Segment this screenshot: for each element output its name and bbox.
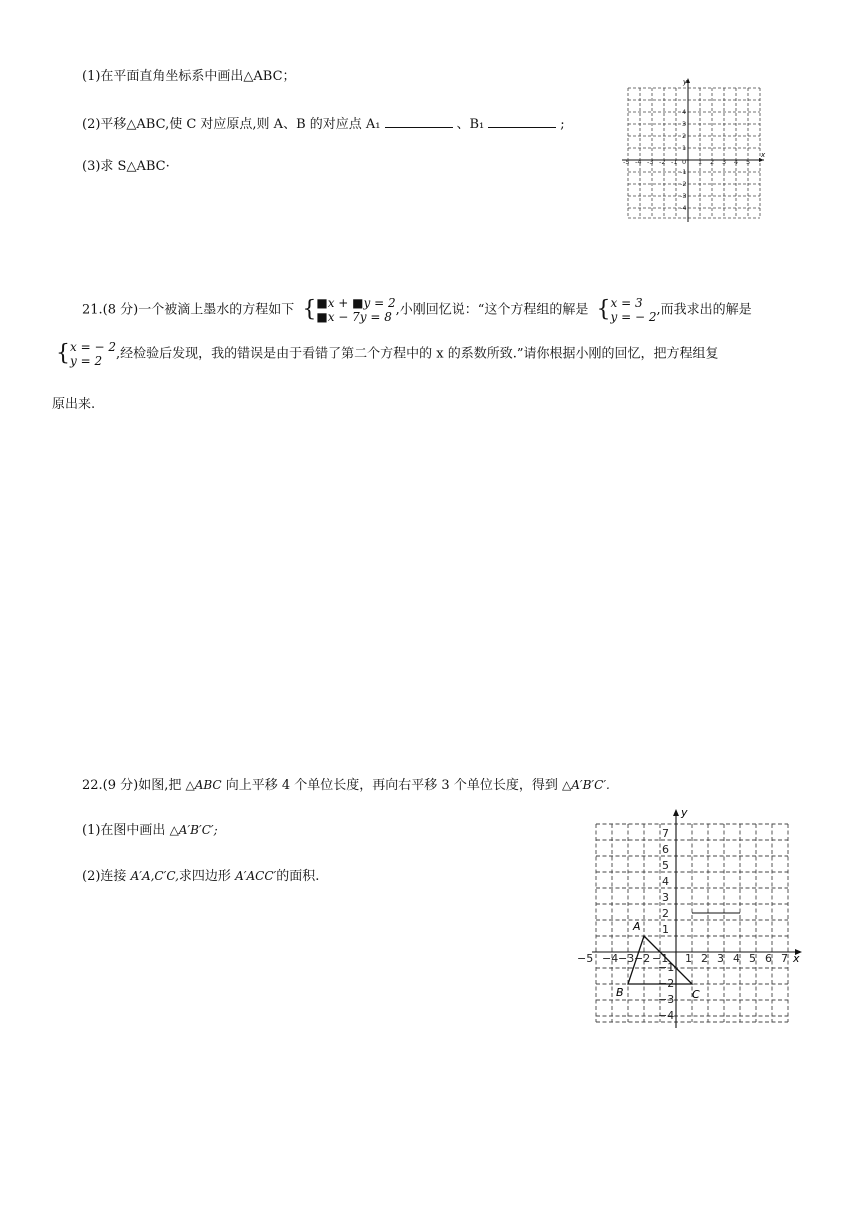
q20-coordinate-grid	[620, 76, 768, 224]
x-tick: 5	[749, 952, 756, 965]
y-tick: 2	[662, 907, 669, 920]
y-tick: 6	[662, 843, 669, 856]
y-tick: −1	[658, 961, 675, 974]
y-tick: 1	[682, 144, 687, 152]
x-tick: 5	[746, 158, 751, 166]
solution-2-x: x = − 2	[70, 340, 116, 354]
solution-1-x: x = 3	[610, 296, 643, 310]
q22-part2-text-e: 的面积.	[276, 869, 320, 884]
triangle-abc: △ABC	[185, 778, 222, 792]
x-tick: −3	[618, 952, 635, 965]
x-tick-labels	[623, 158, 750, 166]
q22-part1	[82, 824, 218, 837]
solution-1	[611, 296, 657, 324]
x-tick: 4	[733, 952, 740, 965]
q22-line1	[82, 779, 610, 792]
q20-part2	[82, 116, 565, 131]
quadrilateral: A′ACC′	[235, 869, 277, 883]
x-tick: −5	[577, 952, 594, 965]
q20-part2-sep: 、B₁	[456, 117, 485, 132]
x-tick: 1	[685, 952, 692, 965]
y-axis-label: y	[681, 806, 688, 819]
x-axis-label: x	[761, 151, 766, 159]
y-tick: -2	[680, 180, 687, 188]
x-tick: -4	[635, 158, 642, 166]
x-tick: 1	[698, 158, 703, 166]
y-tick: −3	[658, 993, 675, 1006]
equation-2: ■x − 7y = 8	[316, 310, 392, 324]
x-tick: -2	[659, 158, 666, 166]
x-tick: 3	[722, 158, 727, 166]
x-tick: −2	[634, 952, 651, 965]
y-tick: -1	[680, 168, 687, 176]
brace: {	[56, 341, 70, 366]
q21-text-d: ,经检验后发现，我的错误是由于看错了第二个方程中的 x 的系数所致.”请你根据小刚的回忆，把方程组复	[115, 346, 719, 362]
y-tick: -4	[680, 204, 687, 212]
q21-text-a: 21.(8 分)一个被滴上墨水的方程如下	[82, 302, 295, 318]
triangle-a-prime: △A′B′C′;	[169, 823, 218, 837]
solution-2-y: y = 2	[70, 354, 103, 368]
q22-part2-text-c: 求四边形	[178, 869, 231, 884]
y-tick: 2	[682, 132, 687, 140]
x-tick: 2	[710, 158, 715, 166]
point-c-label: C	[692, 988, 700, 1001]
q21-line2	[56, 340, 718, 372]
point-a-label: A	[633, 920, 641, 933]
equation-system	[316, 296, 395, 324]
q21-text-c: ,而我求出的解是	[656, 302, 752, 318]
point-b-label: B	[616, 986, 624, 999]
q22-text-b: 向上平移 4 个单位长度，再向右平移 3 个单位长度，得到	[225, 778, 558, 793]
x-tick: -3	[647, 158, 654, 166]
y-tick: −2	[658, 977, 675, 990]
y-tick: 4	[682, 108, 687, 116]
q22-coordinate-grid	[574, 806, 804, 1030]
q21-text-b: ,小刚回忆说：“这个方程组的解是	[395, 302, 589, 318]
q22-part2-text-a: (2)连接	[82, 869, 127, 884]
x-tick: −1	[652, 952, 669, 965]
x-tick: 6	[765, 952, 772, 965]
q21-line1	[82, 296, 752, 328]
q22-text-a: 22.(9 分)如图,把	[82, 778, 182, 793]
y-tick: 4	[662, 875, 669, 888]
brace: {	[302, 297, 317, 322]
y-tick: −4	[658, 1009, 675, 1022]
q20-part2-text: (2)平移△ABC,使 C 对应原点,则 A、B 的对应点 A₁	[82, 117, 381, 132]
answer-blank-b1	[488, 116, 556, 128]
x-axis-label: x	[793, 952, 800, 965]
q21-line3: 原出来.	[52, 397, 96, 412]
x-tick: −4	[602, 952, 619, 965]
y-tick: 1	[662, 923, 669, 936]
x-tick: -1	[671, 158, 678, 166]
y-tick: 3	[662, 891, 669, 904]
solution-2	[70, 340, 116, 368]
y-tick: 7	[662, 827, 669, 840]
answer-blank-a1	[385, 116, 453, 128]
y-tick: -3	[680, 192, 687, 200]
q20-part2-end: ;	[560, 117, 565, 132]
x-tick: 7	[781, 952, 788, 965]
q20-part1: (1)在平面直角坐标系中画出△ABC；	[82, 69, 296, 84]
x-tick: 3	[717, 952, 724, 965]
q22-part1-text: (1)在图中画出	[82, 823, 166, 838]
q20-part3: (3)求 S△ABC·	[82, 159, 170, 174]
x-tick: 2	[701, 952, 708, 965]
x-tick: -5	[623, 158, 630, 166]
x-tick: 0	[682, 158, 687, 166]
y-tick: 5	[662, 859, 669, 872]
equation-1: ■x + ■y = 2	[316, 296, 396, 310]
x-tick: 4	[734, 158, 739, 166]
y-axis-label: y	[683, 78, 688, 86]
brace: {	[596, 297, 611, 322]
triangle-a-prime: △A′B′C′.	[561, 778, 610, 792]
y-tick: 3	[682, 120, 687, 128]
q22-part2	[82, 870, 319, 883]
segments: A′A,C′C,	[130, 869, 179, 883]
solution-1-y: y = − 2	[610, 310, 657, 324]
